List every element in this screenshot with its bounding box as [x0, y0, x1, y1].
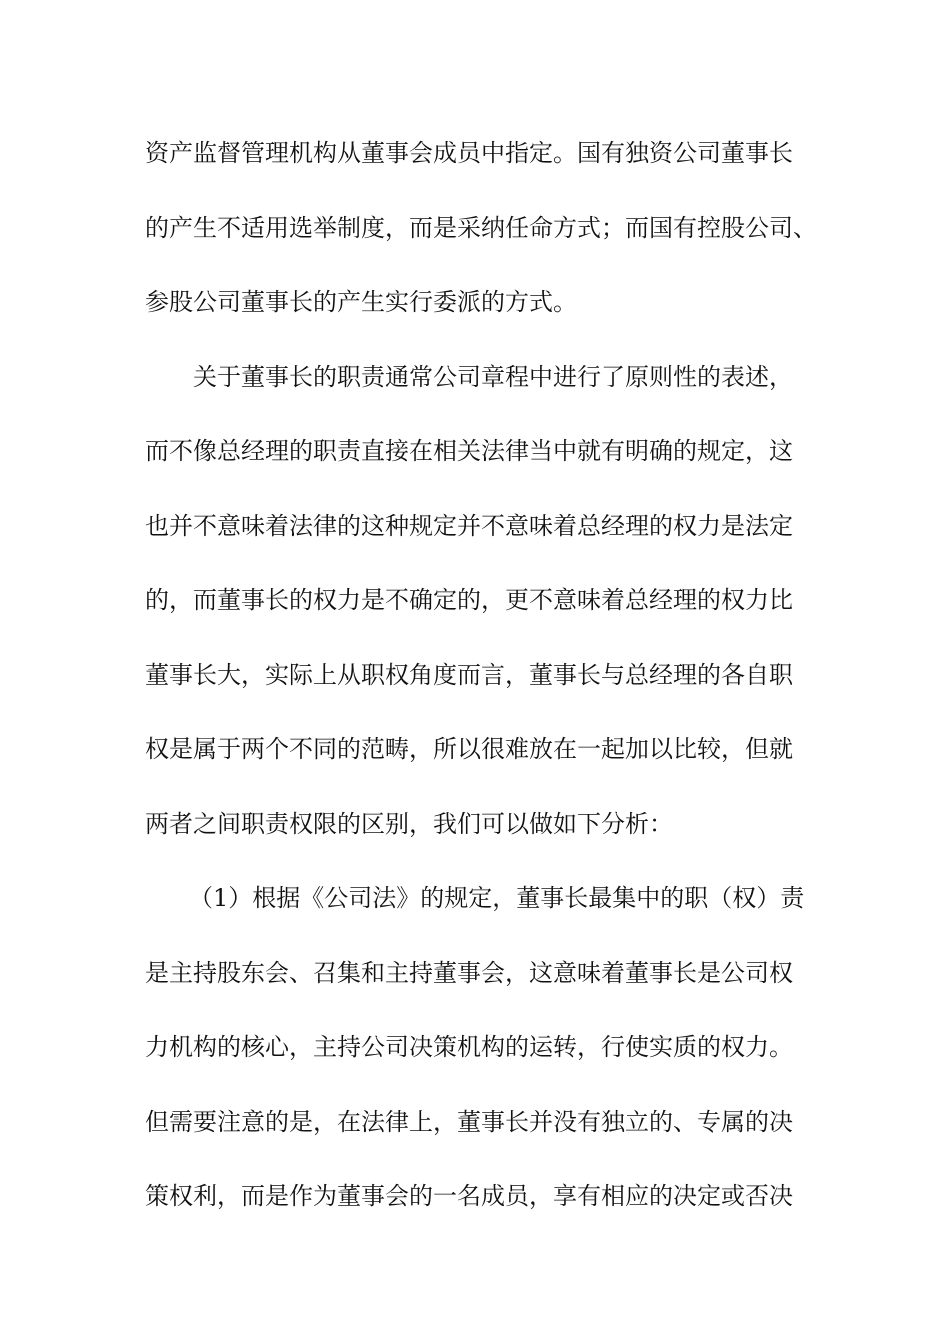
body-text: [145, 127, 835, 1245]
text-line: 策权利，而是作为董事会的一名成员，享有相应的决定或否决: [145, 1182, 793, 1210]
text-line: 权是属于两个不同的范畴，所以很难放在一起加以比较，但就: [145, 735, 793, 763]
paragraph-first-line: （1）根据《公司法》的规定，董事长最集中的职（权）责: [189, 884, 805, 912]
paragraph-first-line: 关于董事长的职责通常公司章程中进行了原则性的表述，: [193, 362, 793, 391]
text-line: 的产生不适用选举制度，而是采纳任命方式；而国有控股公司、: [145, 213, 817, 242]
text-line: 两者之间职责权限的区别，我们可以做如下分析：: [145, 809, 673, 838]
text-line: 但需要注意的是，在法律上，董事长并没有独立的、专属的决: [145, 1107, 793, 1136]
text-line: 的，而董事长的权力是不确定的，更不意味着总经理的权力比: [145, 586, 793, 614]
text-line: 资产监督管理机构从董事会成员中指定。国有独资公司董事长: [145, 139, 793, 167]
text-line: 董事长大，实际上从职权角度而言，董事长与总经理的各自职: [145, 660, 793, 689]
text-line: 而不像总经理的职责直接在相关法律当中就有明确的规定，这: [145, 437, 793, 465]
text-line: 参股公司董事长的产生实行委派的方式。: [145, 288, 577, 316]
text-line: 力机构的核心，主持公司决策机构的运转，行使实质的权力。: [145, 1033, 793, 1061]
text-line: 是主持股东会、召集和主持董事会，这意味着董事长是公司权: [145, 958, 793, 987]
text-line: 也并不意味着法律的这种规定并不意味着总经理的权力是法定: [145, 511, 793, 540]
